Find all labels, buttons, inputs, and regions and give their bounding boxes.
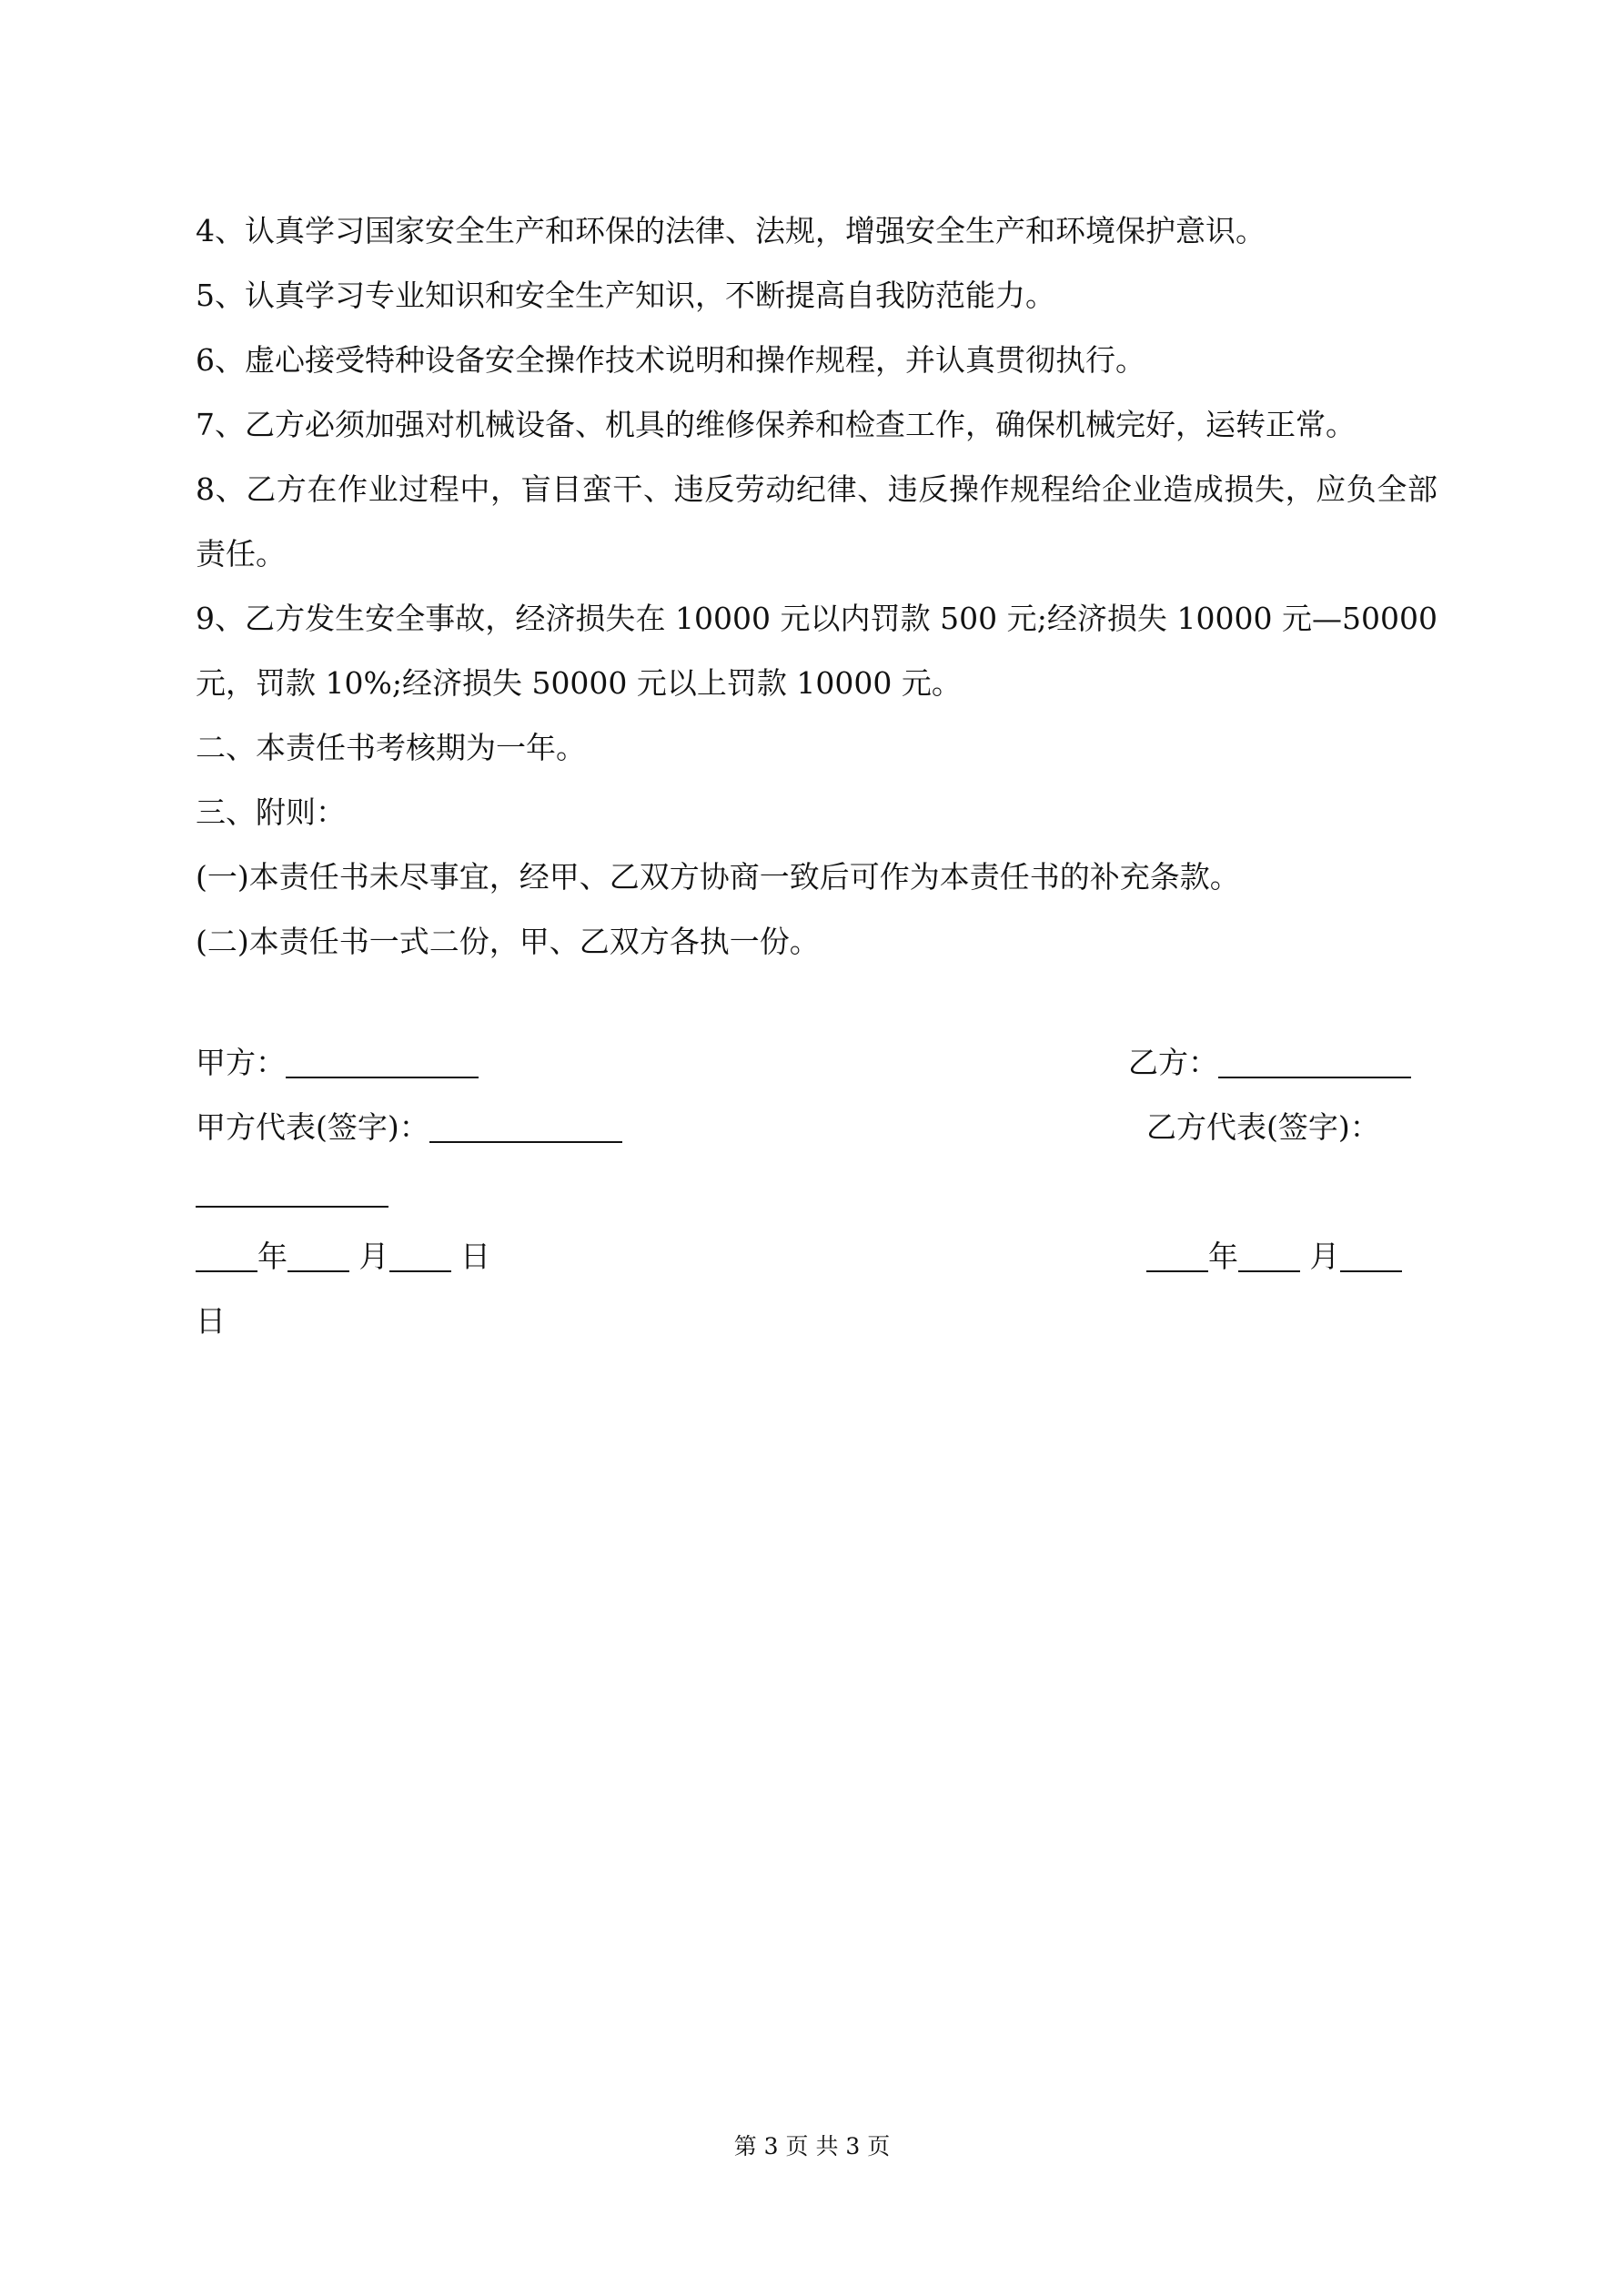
party-a-rep-label: 甲方代表(签字)： (196, 1109, 429, 1145)
section-three-title: 三、附则： (196, 794, 346, 830)
party-a-month-label: 月 (358, 1239, 389, 1274)
contract-body (196, 198, 1437, 974)
party-b-month-label: 月 (1309, 1239, 1340, 1274)
clause-8: 8、乙方在作业过程中，盲目蛮干、违反劳动纪律、违反操作规程给企业造成损失，应负全部责任。 (196, 471, 1437, 571)
party-b-blank[interactable] (1218, 1049, 1411, 1078)
page-footer: 第 3 页 共 3 页 (733, 2133, 891, 2159)
party-a-rep (196, 1095, 622, 1159)
party-b-date (1146, 1224, 1402, 1289)
party-a-month-blank[interactable] (287, 1243, 349, 1272)
clause-9: 9、乙方发生安全事故，经济损失在 10000 元以内罚款 500 元;经济损失 10000 元—50000 元，罚款 10%;经济损失 50000 元以上罚款 10000 元。 (196, 601, 1437, 701)
party-b-day-wrap (196, 1289, 226, 1353)
signature-block (196, 1030, 1437, 1353)
signature-row-representatives (196, 1095, 1437, 1159)
clause-5: 5、认真学习专业知识和安全生产知识，不断提高自我防范能力。 (196, 278, 1055, 313)
party-b-year-label: 年 (1208, 1239, 1238, 1274)
party-b-month-blank[interactable] (1238, 1243, 1300, 1272)
party-a-label: 甲方： (196, 1045, 286, 1080)
party-a-day-blank[interactable] (389, 1243, 451, 1272)
party-a-day-label: 日 (460, 1239, 490, 1274)
signature-row-rep-blank (196, 1159, 1437, 1224)
party-a-year-label: 年 (257, 1239, 287, 1274)
party-b-rep-blank-wrap (196, 1159, 388, 1224)
party-b-rep (1146, 1095, 1380, 1159)
party-a-blank[interactable] (286, 1049, 479, 1078)
clause-7: 7、乙方必须加强对机械设备、机具的维修保养和检查工作，确保机械完好，运转正常。 (196, 407, 1356, 442)
party-b-rep-blank[interactable] (196, 1178, 388, 1208)
party-b-day-blank[interactable] (1340, 1243, 1402, 1272)
party-b-day-label: 日 (196, 1303, 226, 1339)
clause-4: 4、认真学习国家安全生产和环保的法律、法规，增强安全生产和环境保护意识。 (196, 213, 1266, 248)
clause-6: 6、虚心接受特种设备安全操作技术说明和操作规程，并认真贯彻执行。 (196, 342, 1145, 378)
appendix-item-2: (二)本责任书一式二份，甲、乙双方各执一份。 (196, 924, 820, 959)
party-a (196, 1030, 479, 1095)
party-a-year-blank[interactable] (196, 1243, 257, 1272)
signature-row-day-wrap (196, 1289, 1437, 1353)
party-b (1128, 1030, 1411, 1095)
signature-row-dates (196, 1224, 1437, 1289)
appendix-item-1: (一)本责任书未尽事宜，经甲、乙双方协商一致后可作为本责任书的补充条款。 (196, 859, 1240, 895)
party-b-label: 乙方： (1128, 1045, 1218, 1080)
party-b-rep-label: 乙方代表(签字)： (1146, 1109, 1380, 1145)
party-a-rep-blank[interactable] (429, 1114, 622, 1143)
signature-row-parties (196, 1030, 1437, 1095)
party-a-date (196, 1224, 490, 1289)
party-b-year-blank[interactable] (1146, 1243, 1208, 1272)
section-two: 二、本责任书考核期为一年。 (196, 730, 586, 765)
